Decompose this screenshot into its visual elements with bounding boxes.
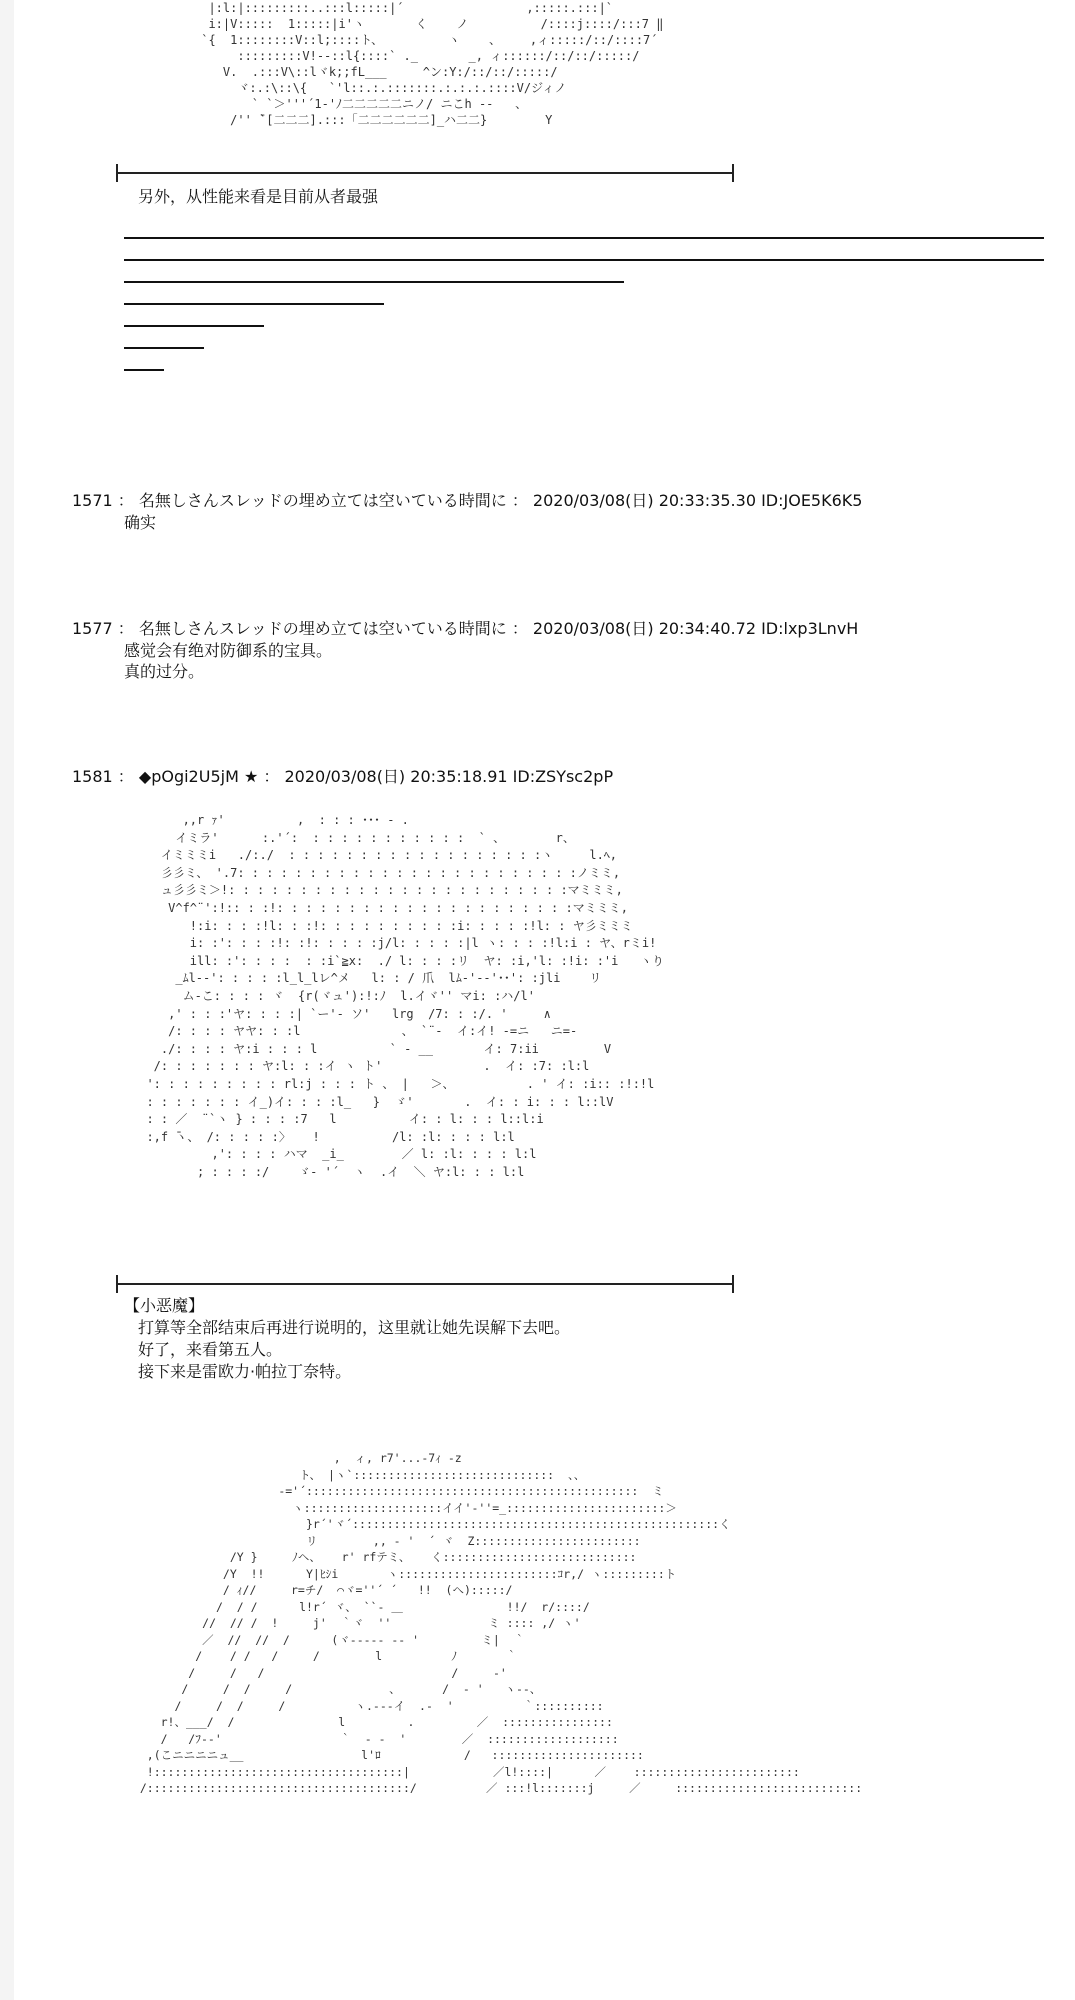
post-1577-header: 1577 ： 名無しさんスレッドの埋め立ては空いている時間に ： 2020/03/08(日) 20:34:40.72 ID:lxp3LnvH (72, 619, 859, 638)
aa-divider-top-right-tick (732, 164, 734, 182)
post-1581-speaker: 【小恶魔】 (124, 1296, 205, 1315)
post-1581-line-1: 打算等全部结束后再进行说明的，这里就让她先误解下去吧。 (138, 1318, 571, 1337)
fade-line-6 (124, 347, 204, 349)
aa-divider-koakuma-right-tick (732, 1275, 734, 1293)
aa-caption-top: 另外，从性能来看是目前从者最强 (138, 187, 379, 206)
aa-divider-koakuma (116, 1283, 734, 1285)
aa-divider-koakuma-left-tick (116, 1275, 118, 1293)
post-1577-line-1: 感觉会有绝对防御系的宝具。 (124, 641, 333, 660)
fade-line-2 (124, 259, 1044, 261)
ascii-art-koakuma: ,,r ｧ' , : : : ･･･ ‐ . イミラ' :.'´: : : : : : : : : : : : ` 、 r、 イミミミi ./:./ : : : : : : : : : : : : : : : : : :ヽ l.ﾍ, 彡彡ミ、 '.7: : : : : : : : : : : : : : : : : : : : : : : :ノミミ, ュ彡彡ミ＞!: : : : : : : : : : : : : : : : : : : : : : : :マミミミ, V^f^¨':!:: : :!: : : : : : : : : : : : : : : : : : : : :マミミミ, !:i: : : :!l: : :!: : : : : : : : : :i: : : : :!l: : ヤ彡ミミミ i: :': : : :!: :!: : : : :j/l: : : : :|l ヽ: : : :!l:i : ヤ、rミi! ill: :': : : : : :i`≧x: ./ l: : : :リ ヤ: :i,'l: :!i: :'i ヽり _ﾑl‐‐': : : : :l_l_lレ^メ l: : / 爪 lﾑ‐'‐‐'･･': :jli リ ム‐こ: : : : ヾ {r(ヾュ'):!:ﾉ l.イヾ'' マi: :ハ/l' ,' : : :'ヤ: : : :| `ー'‐ ソ' lrg /7: : :/. ' ∧ /: : : : ヤヤ: : :l 、 `¨‐ イ:イ! ‐=ニ ニ=‐ ./: : : : ヤ:i : : : l ` ‐ __ イ: 7:ii V /: : : : : : : ヤ:l: : :イ ヽ ト' . イ: :7: :l:l ': : : : : : : : : rl:j : : : ト 、 | ＞、 . ' イ: :i:: :!:!l : : : : : : : イ_)イ: : : :l_ } ゞ' . イ: : i: : : l::lV : : ／ ¨`ヽ } : : : :7 l イ: : l: : : l::l:i :,f ̄ヽ、 /: : : : :〉 ! /l: :l: : : : l:l ,': : : : ハマ _i_ ／ l: :l: : : : l:l ; : : : :/ ゞ‐ '´ ヽ .イ ＼ ヤ:l: : : l:l (146, 813, 665, 1179)
post-1581-line-2: 好了，来看第五人。 (138, 1340, 283, 1359)
fade-line-1 (124, 237, 1044, 239)
ascii-art-top: |:l:|:::::::::..:::l:::::|´ ,:::::.:::|` i:|V::::: 1:::::|i'ヽ く ノ /::::j::::/:::7 ‖ `{ 1::::::::V::l;::::ト、 ヽ 、 ,ィ:::::/::/::::7´ :::::::::V!--::l{::::` ._ _, ィ::::::/::/::/:::::/ V. .:::V\::lヾk;;fL___ ^ン:Y:/::/::/:::::/ ヾ:.:\::\{ `'l::.:.:::::::.:.:.:.::::V/ジィノ ` `＞'''´1-'ﾉ二二二二二ニノ/ ニこh -- 、 /'' ̄`[二二二].:::「二二二二二二]_ハ二二} Y (201, 1, 664, 127)
ascii-art-leon: , ィ, r7'...‐7ｨ ‐z ト、 |ヽ`::::::::::::::::::::::::::::: 、、 ‐='´:::::::::::::::::::::::::::::::::::::::::::::::: ミ ヽ::::::::::::::::::::イイ'‐''=_:::::::::::::::::::::::＞ }r´'ヾ´:::::::::::::::::::::::::::::::::::::::::::::::::::::く リ ,, ‐ ' ´ ヾ Z:::::::::::::::::::::::: /Y } ﾉヘ、 r' rfテミ、 く:::::::::::::::::::::::::::: /Y !! Y|ﾋｼi ヽ:::::::::::::::::::::::ｺr,/ ヽ:::::::::ト / ｨ// r=チ/ ⌒ヾ=''´ ´ !! (へ):::::/ / / / l!r´ ヾ、 ``‐ ＿ !!/ r/::::/ // // / ! j' ｀ヾ '' ミ :::: ,/ ヽ' ／ // // / (ヾ‐‐‐‐‐ ‐‐ ' ミ| ｀ / / / / / l ﾉ ｀ / / / / ‐' / / / / 、 / ‐ ' ヽ‐‐、 / / / / ヽ.‐‐‐イ .‐ ' ｀:::::::::: r!、___/ / l . ／ :::::::::::::::: / /ﾌ‐‐' ｀ ‐ ‐ ' ／ ::::::::::::::::::: ,(こニニニニュ__ l'ﾛ / :::::::::::::::::::::: !::::::::::::::::::::::::::::::::::::| ／l!::::| ／ :::::::::::::::::::::::: /::::::::::::::::::::::::::::::::::::::/ ／ :::!l:::::::j ／ ::::::::::::::::::::::::::: (139, 1451, 863, 1795)
aa-divider-top-left-tick (116, 164, 118, 182)
post-1571-line-1: 确实 (124, 513, 157, 532)
post-1581-header: 1581 ： ◆pOgi2U5jM ★ ： 2020/03/08(日) 20:35:18.91 ID:ZSYsc2pP (72, 767, 614, 786)
post-1577-line-2: 真的过分。 (124, 662, 205, 681)
fade-line-5 (124, 325, 264, 327)
fade-line-3 (124, 281, 624, 283)
post-1571-header: 1571 ： 名無しさんスレッドの埋め立ては空いている時間に ： 2020/03/08(日) 20:33:35.30 ID:JOE5K6K5 (72, 491, 863, 510)
post-1581-line-3: 接下来是雷欧力·帕拉丁奈特。 (138, 1362, 352, 1381)
fade-line-4 (124, 303, 384, 305)
fade-line-7 (124, 369, 164, 371)
page (14, 0, 1075, 2000)
aa-divider-top (116, 172, 734, 174)
